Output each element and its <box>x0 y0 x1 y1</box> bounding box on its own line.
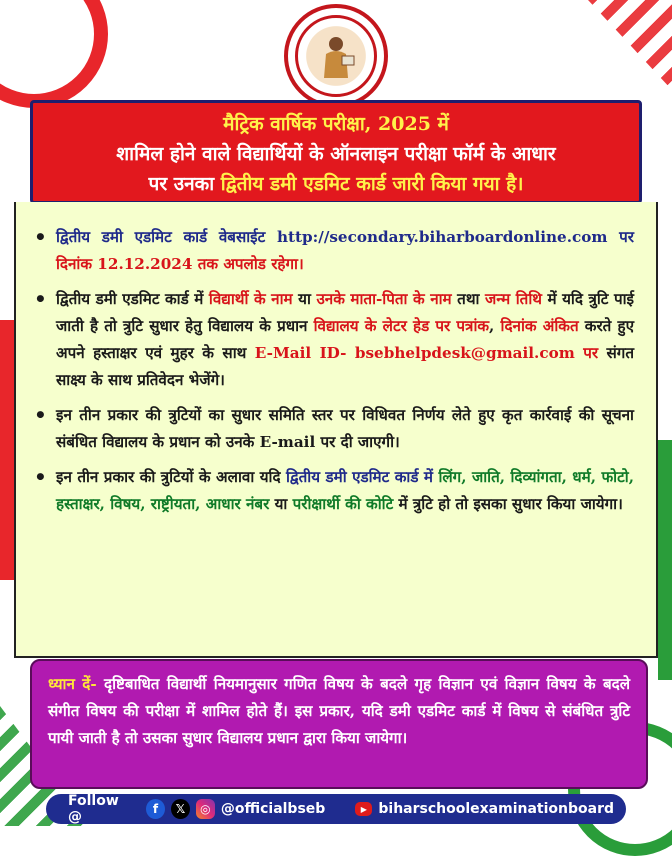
p2-b: विद्यार्थी के नाम <box>208 290 293 308</box>
p2-a: द्वितीय डमी एडमिट कार्ड में <box>56 290 209 308</box>
p2-c: या <box>292 290 317 308</box>
logo-emblem-icon <box>295 15 377 97</box>
p2-i: , <box>489 317 501 335</box>
decor-bar-red <box>0 320 14 580</box>
header-line-3 <box>33 169 639 199</box>
p2-m: संगत साक्ष्य के साथ प्रतिवेदन भेजेंगे। <box>56 344 634 389</box>
x-icon[interactable]: 𝕏 <box>171 799 190 819</box>
p2-g: में यदि त्रुटि पाई जाती है तो त्रुटि सुधार हेतु विद्यालय के प्रधान <box>56 290 634 335</box>
helpdesk-email[interactable]: E-Mail ID- bsebhelpdesk@gmail.com पर <box>254 344 599 362</box>
p4-e: या <box>269 495 293 513</box>
point-1-text: द्वितीय डमी एडमिट कार्ड वेबसाईट <box>56 228 266 246</box>
point-website <box>34 224 634 278</box>
follow-label: Follow @ <box>68 793 119 825</box>
header-line-2: शामिल होने वाले विद्यार्थियों के ऑनलाइन परीक्षा फॉर्म के आधार <box>116 143 556 165</box>
point-other-errors <box>34 464 634 518</box>
p4-a: इन तीन प्रकार की त्रुटियों के अलावा यदि <box>56 468 286 486</box>
bseb-logo <box>284 4 388 108</box>
facebook-icon[interactable]: f <box>146 799 165 819</box>
attention-note <box>30 659 648 789</box>
decor-bar-green <box>658 440 672 680</box>
youtube-icon[interactable]: ▶ <box>355 802 372 816</box>
p2-e: तथा <box>451 290 486 308</box>
notice-header <box>30 100 642 204</box>
p4-d: लिंग, जाति, दिव्यांगता, धर्म, फोटो, हस्ताक्षर, विषय, राष्ट्रीयता, आधार नंबर <box>56 468 634 513</box>
upload-date: दिनांक 12.12.2024 तक अपलोड रहेगा। <box>56 255 304 273</box>
header-line-3-text: पर उनका <box>148 173 221 195</box>
p4-g: में त्रुटि हो तो इसका सुधार किया जायेगा। <box>393 495 623 513</box>
instagram-icon[interactable]: ◎ <box>196 799 215 819</box>
decor-stripes-red <box>552 0 672 90</box>
p2-h: विद्यालय के लेटर हेड पर पत्रांक <box>313 317 490 335</box>
social-footer <box>46 794 626 824</box>
p2-f: जन्म तिथि <box>485 290 542 308</box>
p4-f: परीक्षार्थी की कोटि <box>292 495 394 513</box>
p2-d: उनके माता-पिता के नाम <box>316 290 452 308</box>
decor-circle-red <box>0 0 108 108</box>
youtube-channel[interactable]: biharschoolexaminationboard <box>378 801 615 817</box>
notice-body <box>14 202 658 658</box>
point-committee: • इन तीन प्रकार की त्रुटियों का सुधार समिति स्तर पर विधिवत निर्णय लेते हुए कृत कार्रवाई की सूचना संबंधित विद्यालय के प्रधान को उनके E-mail पर दी जाएगी। <box>34 402 634 456</box>
p2-j: दिनांक अंकित <box>500 317 579 335</box>
point-correction <box>34 286 634 394</box>
point-1-par: पर <box>607 228 634 246</box>
header-highlight: द्वितीय डमी एडमिट कार्ड जारी किया गया है। <box>220 173 524 195</box>
p2-k: करते हुए अपने हस्ताक्षर एवं मुहर के साथ <box>56 317 634 362</box>
note-label: ध्यान दें- <box>48 675 97 693</box>
website-link[interactable]: http://secondary.biharboardonline.com <box>276 228 608 246</box>
social-handle[interactable]: @officialbseb <box>220 801 326 817</box>
notice-points <box>34 224 634 518</box>
p4-b: द्वितीय डमी एडमिट कार्ड में <box>285 468 433 486</box>
note-text: दृष्टिबाधित विद्यार्थी नियमानुसार गणित विषय के बदले गृह विज्ञान एवं विज्ञान विषय के बदले संगीत विषय की परीक्षा में शामिल होते हैं। इस प्रकार, यदि डमी एडमिट कार्ड में विषय से संबंधित त्रुटि पायी जाती है तो उसका सुधार विद्यालय प्रधान द्वारा किया जायेगा। <box>48 675 630 747</box>
header-line-1: मैट्रिक वार्षिक परीक्षा, 2025 में <box>223 113 449 135</box>
